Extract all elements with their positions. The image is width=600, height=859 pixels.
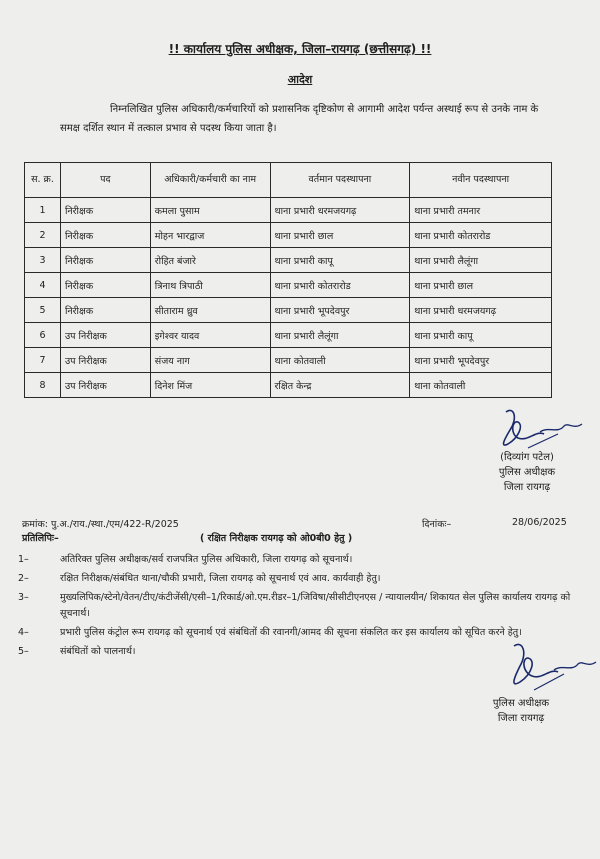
cell-new: थाना प्रभारी तमनार [410,198,552,223]
list-item-number: 1– [18,554,29,565]
cell-name: त्रिनाथ त्रिपाठी [150,273,270,298]
cell-new: थाना प्रभारी लैलूंगा [410,248,552,273]
signatory-name: (दिव्यांग पटेल) [500,452,554,463]
cell-new: थाना प्रभारी कापू [410,323,552,348]
cell-serial: 6 [25,323,61,348]
table-row [25,248,552,273]
cell-name: इगेश्वर यादव [150,323,270,348]
intro-paragraph: निम्नलिखित पुलिस अधिकारी/कर्मचारियों को प्रशासनिक दृष्टिकोण से आगामी आदेश पर्यन्त अस्थाई रूप से उनके नाम के समक्ष दर्शित स्थान में तत्काल प्रभाव से पदस्थ किया जाता है। [60,104,539,134]
cell-rank: निरीक्षक [60,273,150,298]
cell-serial: 5 [25,298,61,323]
cell-rank: निरीक्षक [60,198,150,223]
cell-current: थाना प्रभारी भूपदेवपुर [270,298,410,323]
cell-name: दिनेश मिंज [150,373,270,398]
header-serial: स. क्र. [25,163,61,198]
table-row [25,373,552,398]
list-item-text: रक्षित निरीक्षक/संबंधित थाना/चौकी प्रभारी, जिला रायगढ़ को सूचनार्थ एवं आव. कार्यवाही हेतु। [60,573,381,584]
list-item-text: अतिरिक्त पुलिस अधीक्षक/सर्व राजपत्रित पुलिस अधिकारी, जिला रायगढ़ को सूचनार्थ। [60,554,353,565]
copy-to-note: ( रक्षित निरीक्षक रायगढ़ को ओ0बी0 हेतु ) [200,533,353,544]
signatory-designation: पुलिस अधीक्षक [492,698,550,709]
cell-rank: निरीक्षक [60,223,150,248]
cell-serial: 8 [25,373,61,398]
header-current-posting: वर्तमान पदस्थापना [270,163,410,198]
cell-current: थाना प्रभारी धरमजयगढ़ [270,198,410,223]
cell-serial: 3 [25,248,61,273]
list-item-number: 4– [18,627,29,638]
cell-current: थाना प्रभारी छाल [270,223,410,248]
cell-new: थाना प्रभारी भूपदेवपुर [410,348,552,373]
cell-new: थाना प्रभारी धरमजयगढ़ [410,298,552,323]
cell-name: रोहित बंजारे [150,248,270,273]
list-item-text: मुख्यलिपिक/स्टेनो/वेतन/टीए/कंटीजेंसी/एसी–1/रिकार्ड/ओ.एम.रीडर–1/जिविषा/सीसीटीएनएस / न्यायालयीन/ शिकायत सेल पुलिस कार्यालय रायगढ़ को सूचनार्थ। [60,592,571,619]
cell-current: थाना प्रभारी कापू [270,248,410,273]
cell-rank: निरीक्षक [60,248,150,273]
table-header-row [25,163,552,198]
cell-current: थाना कोतवाली [270,348,410,373]
list-item [18,644,578,660]
table-row [25,273,552,298]
cell-rank: उप निरीक्षक [60,348,150,373]
cell-name: कमला पुसाम [150,198,270,223]
cell-new: थाना प्रभारी छाल [410,273,552,298]
cell-name: मोहन भारद्वाज [150,223,270,248]
signatory-block-2 [466,696,576,726]
list-item-number: 5– [18,646,29,657]
list-item [18,590,578,622]
cell-new: थाना कोतवाली [410,373,552,398]
order-date: 28/06/2025 [512,517,567,528]
cell-serial: 2 [25,223,61,248]
cell-current: रक्षित केन्द्र [270,373,410,398]
signatory-block-1 [472,450,582,495]
cell-rank: उप निरीक्षक [60,323,150,348]
table-row [25,348,552,373]
cell-serial: 7 [25,348,61,373]
cell-name: संजय नाग [150,348,270,373]
cell-current: थाना प्रभारी लैलूंगा [270,323,410,348]
cell-rank: निरीक्षक [60,298,150,323]
list-item-number: 2– [18,573,29,584]
list-item-number: 3– [18,592,29,603]
table-row [25,298,552,323]
date-label: दिनांकः– [422,519,452,530]
list-item [18,571,578,587]
cell-serial: 4 [25,273,61,298]
table-row [25,223,552,248]
order-heading: आदेश [287,73,313,86]
table-row [25,323,552,348]
header-rank: पद [60,163,150,198]
list-item-text: प्रभारी पुलिस कंट्रोल रूम रायगढ़ को सूचनार्थ एवं संबंधितों की रवानगी/आमद की सूचना संकलित कर इस कार्यालय को सूचित करने हेतु। [60,627,522,638]
header-name: अधिकारी/कर्मचारी का नाम [150,163,270,198]
cell-new: थाना प्रभारी कोतरारोड [410,223,552,248]
signatory-district: जिला रायगढ़ [497,713,545,724]
cell-serial: 1 [25,198,61,223]
reference-number: क्रमांक: पु.अ./राय./स्था./एम/422-R/2025 [22,519,179,530]
cell-rank: उप निरीक्षक [60,373,150,398]
signatory-district: जिला रायगढ़ [503,482,551,493]
cell-name: सीताराम ध्रुव [150,298,270,323]
signature-mark-2 [500,640,600,698]
list-item [18,552,578,568]
distribution-list [18,552,578,663]
header-new-posting: नवीन पदस्थापना [410,163,552,198]
signatory-designation: पुलिस अधीक्षक [498,467,556,478]
transfer-table [24,162,552,398]
copy-to-label: प्रतिलिपिः– [22,533,59,544]
list-item-text: संबंधितों को पालनार्थ। [60,646,136,657]
table-row [25,198,552,223]
list-item [18,625,578,641]
office-title: !! कार्यालय पुलिस अधीक्षक, जिला–रायगढ़ (छत्तीसगढ़) !! [168,42,432,56]
cell-current: थाना प्रभारी कोतरारोड [270,273,410,298]
